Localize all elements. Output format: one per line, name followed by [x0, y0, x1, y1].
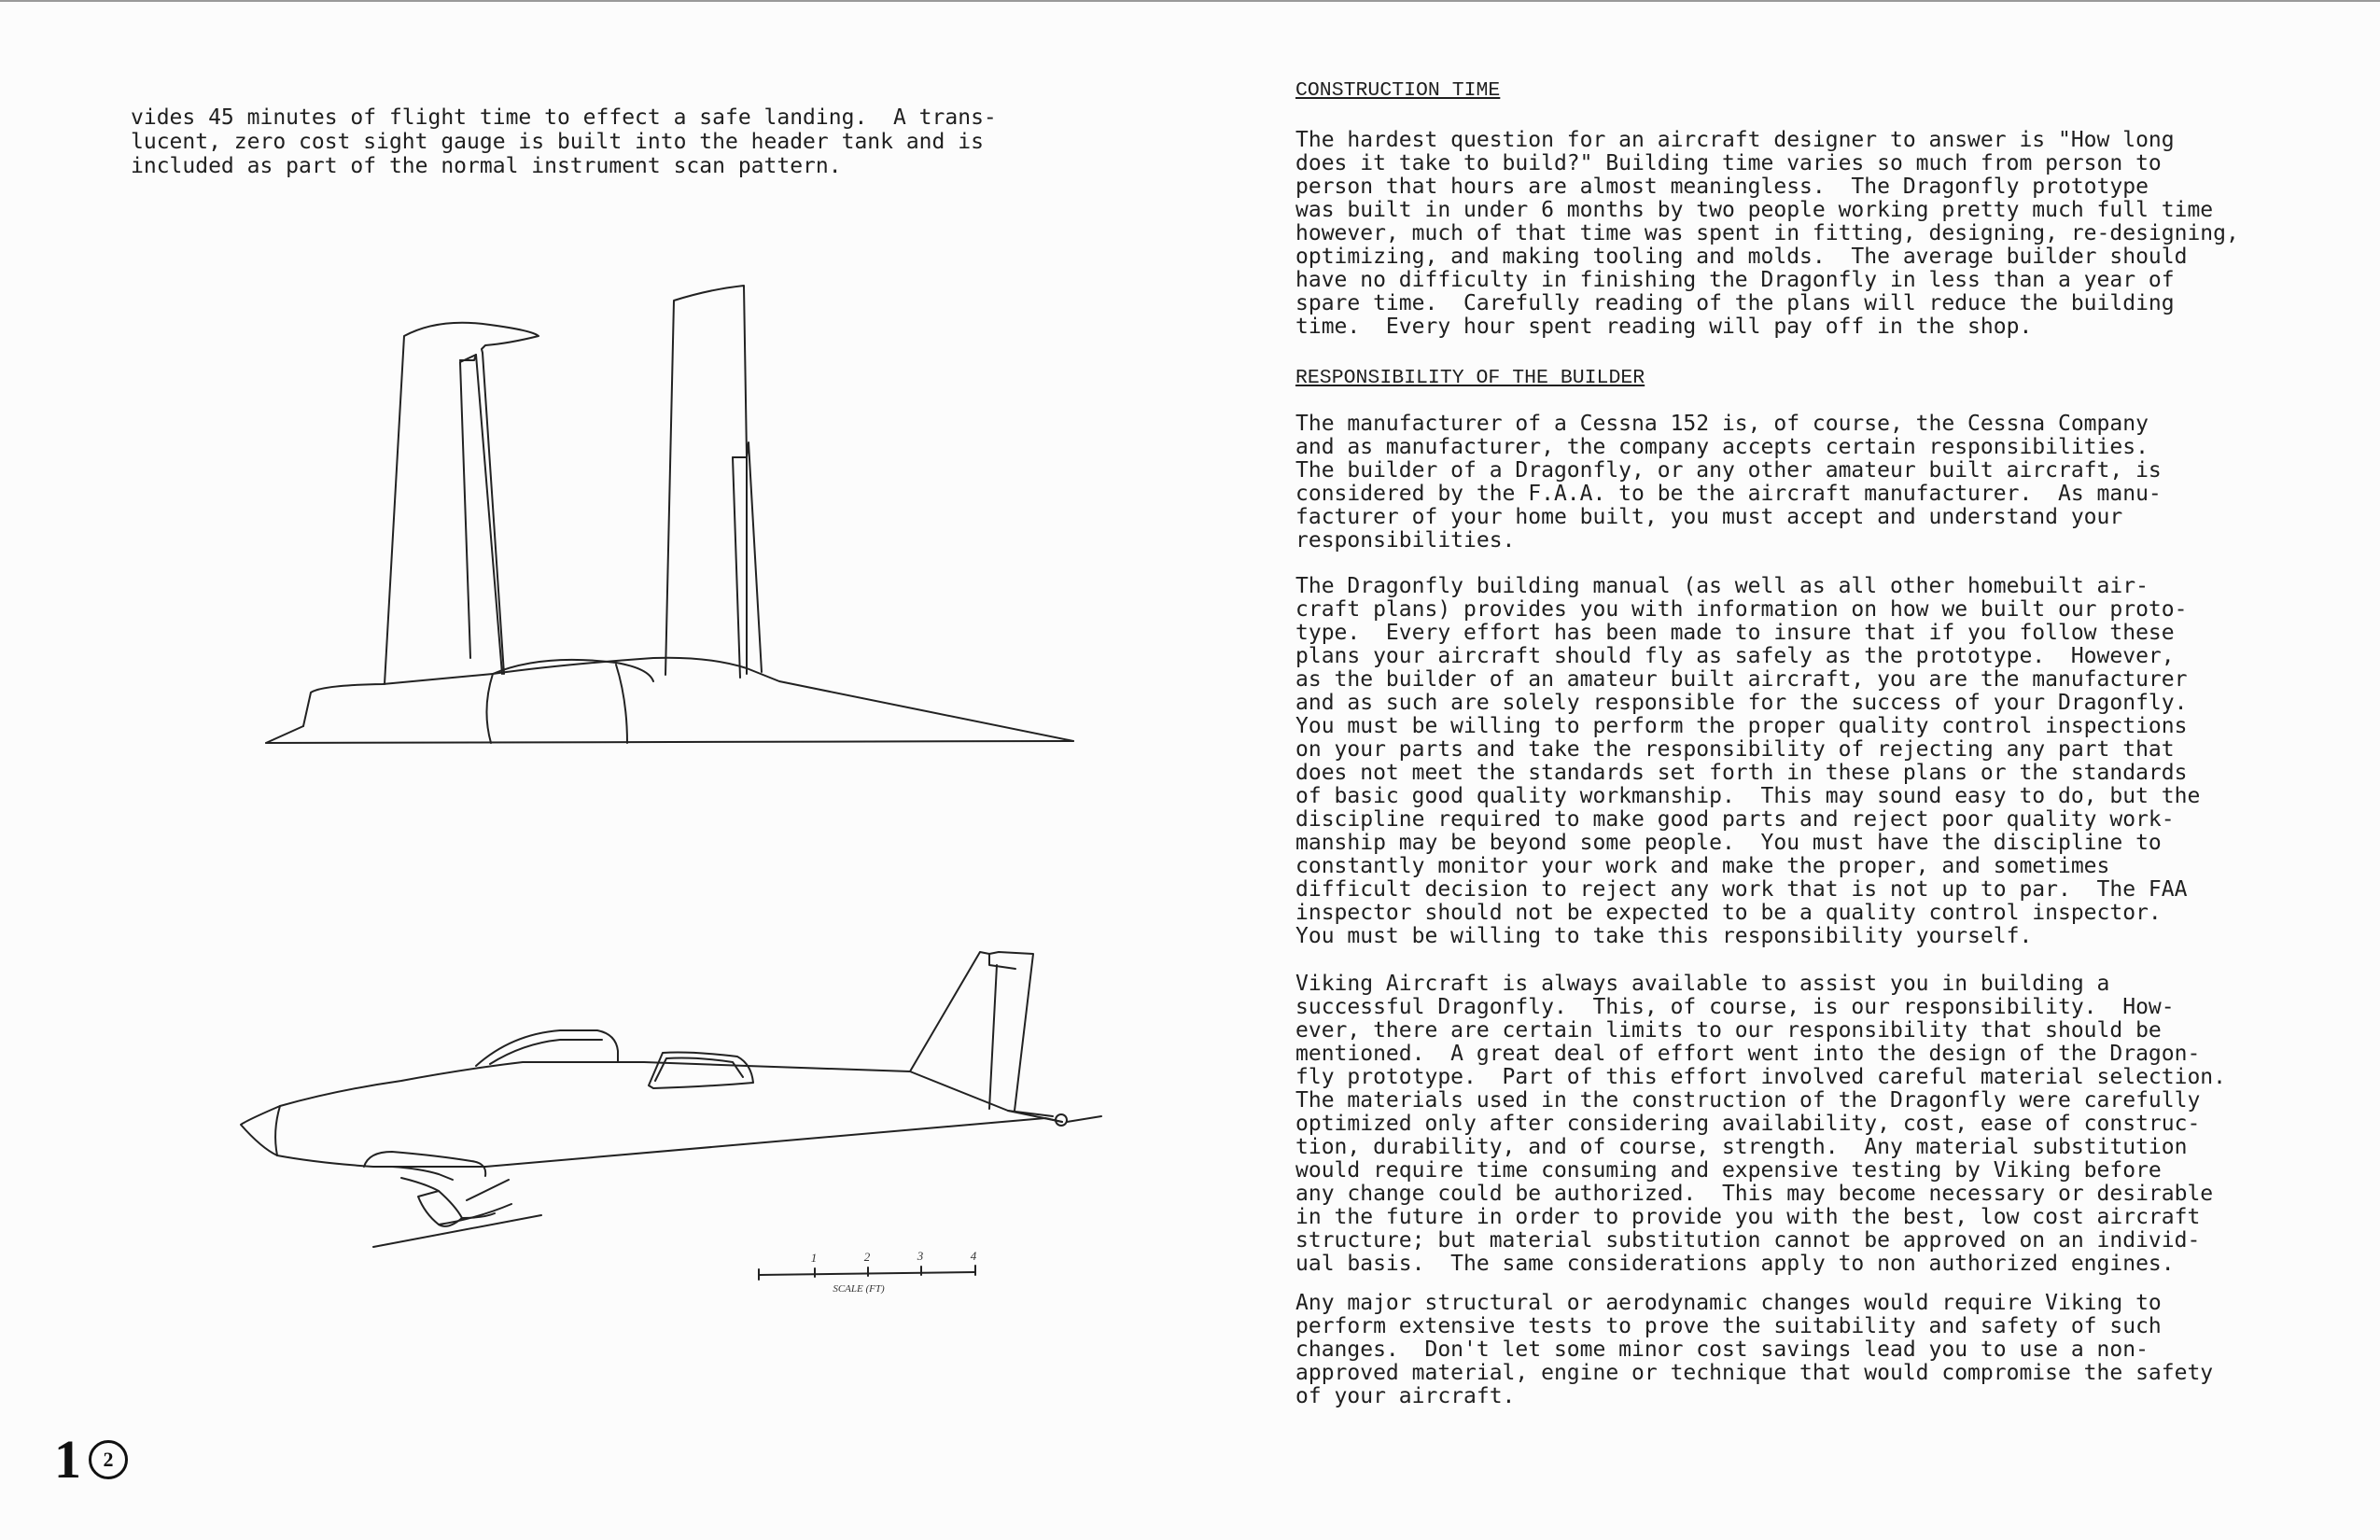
- page-number-main: 1: [54, 1429, 81, 1490]
- scale-tick-label: 4: [970, 1249, 977, 1263]
- text-line: as the builder of an amateur built aircraft, you are the manufacturer: [1295, 667, 2188, 692]
- text-line: does not meet the standards set forth in these plans or the standards: [1295, 761, 2188, 785]
- scale-tick-label: 1: [810, 1251, 818, 1265]
- responsibility-paragraph-1: [1295, 413, 2162, 553]
- responsibility-paragraph-2: [1295, 575, 2200, 948]
- text-line: inspector should not be expected to be a quality control inspector.: [1295, 901, 2162, 925]
- text-line: would require time consuming and expensive testing by Viking before: [1295, 1158, 2162, 1183]
- scale-tick-label: 2: [863, 1250, 871, 1264]
- text-line: The hardest question for an aircraft designer to answer is "How long: [1295, 128, 2175, 152]
- text-line: craft plans) provides you with information on how we built our proto-: [1295, 597, 2188, 622]
- text-line: Viking Aircraft is always available to assist you in building a: [1295, 972, 2110, 996]
- text-line: however, much of that time was spent in fitting, designing, re-designing,: [1295, 221, 2239, 245]
- text-line: The materials used in the construction of the Dragonfly were carefully: [1295, 1088, 2201, 1113]
- text-line: optimizing, and making tooling and molds. The average builder should: [1295, 245, 2188, 269]
- text-line: does it take to build?" Building time varies so much from person to: [1295, 151, 2162, 175]
- scale-caption: SCALE (FT): [833, 1283, 885, 1295]
- text-line: changes. Don't let some minor cost savings lead you to use a non-: [1295, 1337, 2149, 1362]
- text-line: was built in under 6 months by two people working pretty much full time: [1295, 198, 2214, 222]
- text-line: constantly monitor your work and make the proper, and sometimes: [1295, 854, 2110, 878]
- text-line: structure; but material substitution cannot be approved on an individ-: [1295, 1228, 2201, 1253]
- text-line: and as manufacturer, the company accepts certain responsibilities.: [1295, 435, 2149, 459]
- intro-line: lucent, zero cost sight gauge is built into the header tank and is: [131, 130, 984, 154]
- responsibility-paragraph-4: [1295, 1292, 2213, 1408]
- text-line: spare time. Carefully reading of the plans will reduce the building: [1295, 291, 2175, 315]
- construction-time-paragraph: [1295, 129, 2239, 339]
- page-number-circled: 2: [89, 1440, 128, 1479]
- text-line: time. Every hour spent reading will pay off in the shop.: [1295, 315, 2033, 339]
- text-line: ual basis. The same considerations apply to non authorized engines.: [1295, 1252, 2175, 1276]
- text-line: have no difficulty in finishing the Dragonfly in less than a year of: [1295, 268, 2175, 292]
- text-line: type. Every effort has been made to insure that if you follow these: [1295, 621, 2175, 645]
- page-number: [54, 1429, 128, 1490]
- text-line: The manufacturer of a Cessna 152 is, of course, the Cessna Company: [1295, 412, 2149, 436]
- text-line: manship may be beyond some people. You must have the discipline to: [1295, 831, 2162, 855]
- text-line: difficult decision to reject any work that is not up to par. The FAA: [1295, 877, 2188, 902]
- text-line: facturer of your home built, you must accept and understand your: [1295, 505, 2123, 529]
- text-line: on your parts and take the responsibility of rejecting any part that: [1295, 737, 2175, 762]
- intro-line: included as part of the normal instrument scan pattern.: [131, 154, 842, 178]
- text-line: You must be willing to perform the proper quality control inspections: [1295, 714, 2188, 738]
- text-line: ever, there are certain limits to our responsibility that should be: [1295, 1018, 2162, 1043]
- responsibility-heading: RESPONSIBILITY OF THE BUILDER: [1295, 367, 1645, 389]
- text-line: in the future in order to provide you with the best, low cost aircraft: [1295, 1205, 2201, 1229]
- text-line: mentioned. A great deal of effort went into the design of the Dragon-: [1295, 1042, 2201, 1066]
- text-line: tion, durability, and of course, strength. Any material substitution: [1295, 1135, 2188, 1159]
- text-line: responsibilities.: [1295, 528, 1516, 553]
- text-line: The builder of a Dragonfly, or any other amateur built aircraft, is: [1295, 458, 2162, 483]
- scale-tick-label: 3: [917, 1249, 924, 1263]
- text-line: fly prototype. Part of this effort involved careful material selection.: [1295, 1065, 2226, 1089]
- text-line: of your aircraft.: [1295, 1384, 1516, 1408]
- text-line: person that hours are almost meaningless. The Dragonfly prototype: [1295, 175, 2149, 199]
- text-line: discipline required to make good parts and reject poor quality work-: [1295, 807, 2175, 832]
- text-line: The Dragonfly building manual (as well as all other homebuilt air-: [1295, 574, 2149, 598]
- text-line: plans your aircraft should fly as safely as the prototype. However,: [1295, 644, 2175, 668]
- text-line: perform extensive tests to prove the suitability and safety of such: [1295, 1314, 2162, 1338]
- text-line: Any major structural or aerodynamic changes would require Viking to: [1295, 1291, 2162, 1315]
- text-line: considered by the F.A.A. to be the aircraft manufacturer. As manu-: [1295, 482, 2162, 506]
- text-line: and as such are solely responsible for the success of your Dragonfly.: [1295, 691, 2188, 715]
- text-line: You must be willing to take this responsibility yourself.: [1295, 924, 2033, 948]
- text-line: approved material, engine or technique that would compromise the safety: [1295, 1361, 2214, 1385]
- construction-time-heading: CONSTRUCTION TIME: [1295, 79, 1501, 102]
- responsibility-paragraph-3: [1295, 973, 2226, 1276]
- text-line: optimized only after considering availability, cost, ease of construc-: [1295, 1112, 2201, 1136]
- text-line: any change could be authorized. This may become necessary or desirable: [1295, 1182, 2214, 1206]
- text-line: of basic good quality workmanship. This may sound easy to do, but the: [1295, 784, 2201, 808]
- intro-line: vides 45 minutes of flight time to effect a safe landing. A trans-: [131, 105, 997, 130]
- text-line: successful Dragonfly. This, of course, is our responsibility. How-: [1295, 995, 2175, 1019]
